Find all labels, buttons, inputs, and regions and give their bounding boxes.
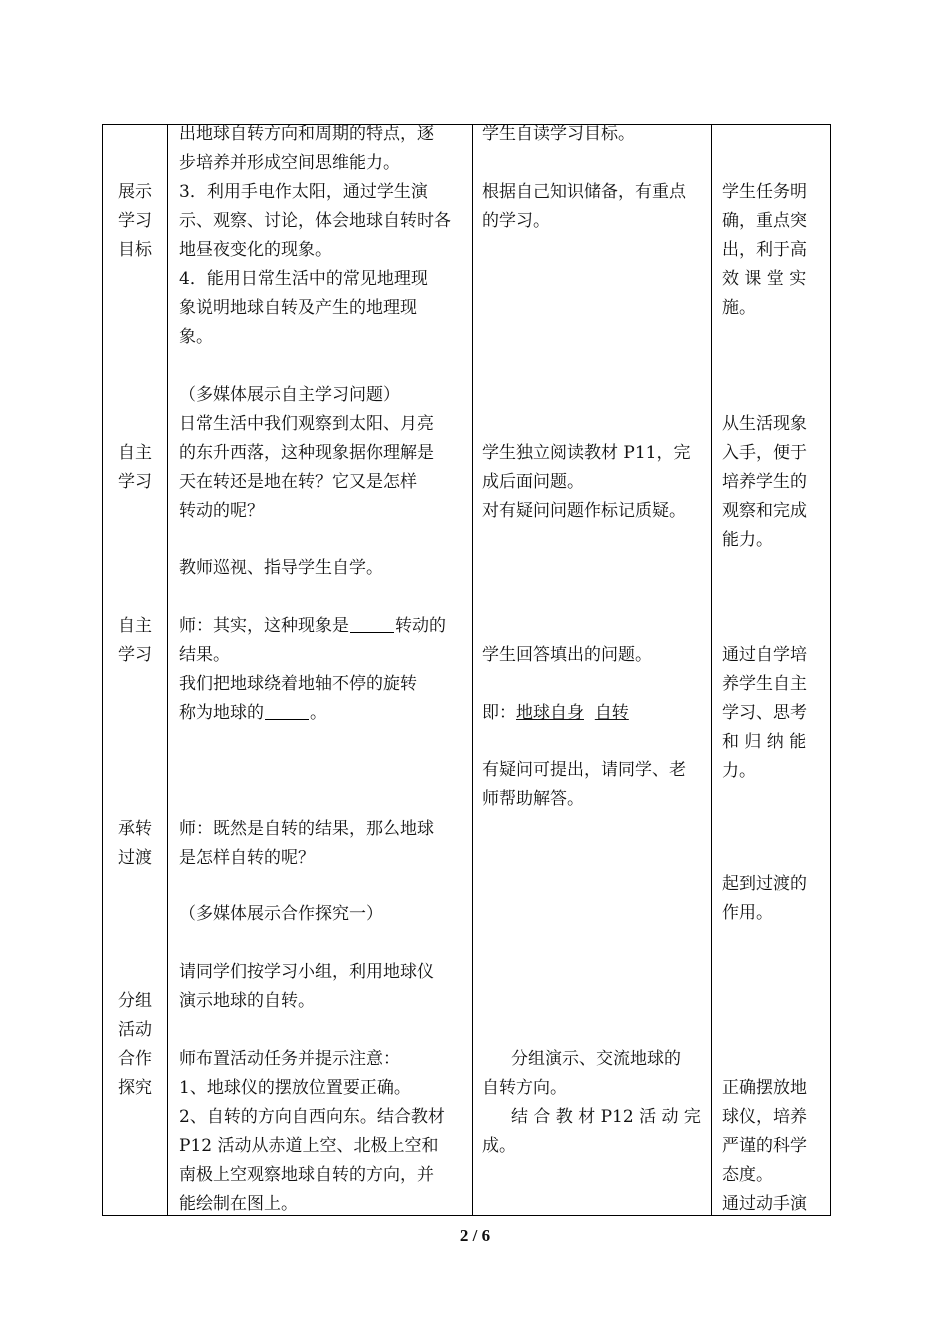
text-line: 入手，便于 xyxy=(722,443,807,463)
text-line: 学习、思考 xyxy=(722,703,807,723)
text-line: 培养学生的 xyxy=(722,472,807,492)
text-line: 成后面问题。 xyxy=(482,472,584,492)
text-line: 效 课 堂 实 xyxy=(722,269,807,289)
text-line: 施。 xyxy=(722,298,756,318)
text-line: 南极上空观察地球自转的方向，并 xyxy=(179,1165,434,1185)
text-line: 确，重点突 xyxy=(722,211,807,231)
text-line: 能力。 xyxy=(722,530,773,550)
text-line: 起到过渡的 xyxy=(722,874,807,894)
text-line: 的东升西落，这种现象据你理解是 xyxy=(179,443,434,463)
text-line: 师：既然是自转的结果，那么地球 xyxy=(179,819,434,839)
text-line: 严谨的科学 xyxy=(722,1136,807,1156)
question-text: 称为地球的 xyxy=(179,703,264,723)
text-line: 4．能用日常生活中的常见地理现 xyxy=(179,269,428,289)
text-line: 请同学们按学习小组，利用地球仪 xyxy=(179,962,434,982)
text-line: 演示地球的自转。 xyxy=(179,991,315,1011)
lesson-plan-table xyxy=(102,124,831,1216)
answer-text: 地球自身 xyxy=(516,703,584,723)
text-line: （多媒体展示自主学习问题） xyxy=(179,385,400,405)
text-line: （多媒体展示合作探究一） xyxy=(179,904,383,924)
text-line: 结 合 教 材 P12 活 动 完 xyxy=(511,1107,701,1127)
text-line: 师帮助解答。 xyxy=(482,789,584,809)
text-line: 1、地球仪的摆放位置要正确。 xyxy=(179,1078,411,1098)
column-divider xyxy=(472,125,473,1215)
text-line: 能绘制在图上。 xyxy=(179,1194,298,1214)
text-line: 养学生自主 xyxy=(722,674,807,694)
text-line: 态度。 xyxy=(722,1165,773,1185)
text-line: 是怎样自转的呢？ xyxy=(179,848,315,868)
text-line: 3．利用手电作太阳，通过学生演 xyxy=(179,182,428,202)
text-line: 成。 xyxy=(482,1136,516,1156)
text-line: 师布置活动任务并提示注意： xyxy=(179,1049,400,1069)
text-line: 地昼夜变化的现象。 xyxy=(179,240,332,260)
text-line: 我们把地球绕着地轴不停的旋转 xyxy=(179,674,417,694)
answer-blank xyxy=(265,703,309,720)
text-line: 出地球自转方向和周期的特点，逐 xyxy=(179,124,434,144)
section-label: 自主 学习 xyxy=(118,616,152,665)
answer-prefix: 即： xyxy=(482,703,516,723)
text-line: 学生任务明 xyxy=(722,182,807,202)
text-line: 象。 xyxy=(179,327,213,347)
text-line: 从生活现象 xyxy=(722,414,807,434)
fill-in-question-1 xyxy=(179,612,446,641)
text-line: 天在转还是地在转？它又是怎样 xyxy=(179,472,417,492)
answer-line xyxy=(482,699,629,728)
question-text: 。 xyxy=(310,703,327,723)
text-line: 分组演示、交流地球的 xyxy=(511,1049,681,1069)
text-line: 日常生活中我们观察到太阳、月亮 xyxy=(179,414,434,434)
page-number: 2 / 6 xyxy=(459,1226,491,1245)
text-line: 力。 xyxy=(722,761,756,781)
text-line: 作用。 xyxy=(722,903,773,923)
text-line: 步培养并形成空间思维能力。 xyxy=(179,153,400,173)
text-line: 学生回答填出的问题。 xyxy=(482,645,652,665)
section-label: 分组 活动 合作 探究 xyxy=(118,991,152,1098)
text-line: 观察和完成 xyxy=(722,501,807,521)
text-line: 自转方向。 xyxy=(482,1078,567,1098)
column-divider xyxy=(167,125,168,1215)
text-line: 教师巡视、指导学生自学。 xyxy=(179,558,383,578)
answer-blank xyxy=(350,616,394,633)
fill-in-question-2 xyxy=(179,699,327,728)
text-line: 出，利于高 xyxy=(722,240,807,260)
section-label: 承转 过渡 xyxy=(118,819,152,868)
text-line: 正确摆放地 xyxy=(722,1078,807,1098)
text-line: 对有疑问问题作标记质疑。 xyxy=(482,501,686,521)
text-line: 和 归 纳 能 xyxy=(722,732,807,752)
section-label: 自主 学习 xyxy=(118,443,152,492)
text-line: 通过自学培 xyxy=(722,645,807,665)
text-line: 转动的呢？ xyxy=(179,501,264,521)
question-text: 师：其实，这种现象是 xyxy=(179,616,349,636)
answer-text: 自转 xyxy=(594,703,629,723)
text-line: 结果。 xyxy=(179,645,230,665)
text-line: 2、自转的方向自西向东。结合教材 xyxy=(179,1107,445,1127)
text-line: 象说明地球自转及产生的地理现 xyxy=(179,298,417,318)
text-line: 有疑问可提出，请同学、老 xyxy=(482,760,686,780)
text-line: 球仪，培养 xyxy=(722,1107,807,1127)
text-line: 示、观察、讨论，体会地球自转时各 xyxy=(179,211,451,231)
section-label: 展示 学习 目标 xyxy=(118,182,152,260)
text-line: 学生自读学习目标。 xyxy=(482,124,635,144)
question-text: 转动的 xyxy=(395,616,446,636)
column-divider xyxy=(711,125,712,1215)
text-line: P12 活动从赤道上空、北极上空和 xyxy=(179,1136,439,1156)
text-line: 通过动手演 xyxy=(722,1194,807,1214)
text-line: 的学习。 xyxy=(482,211,550,231)
text-line: 根据自己知识储备，有重点 xyxy=(482,182,686,202)
text-line: 学生独立阅读教材 P11，完 xyxy=(482,443,691,463)
